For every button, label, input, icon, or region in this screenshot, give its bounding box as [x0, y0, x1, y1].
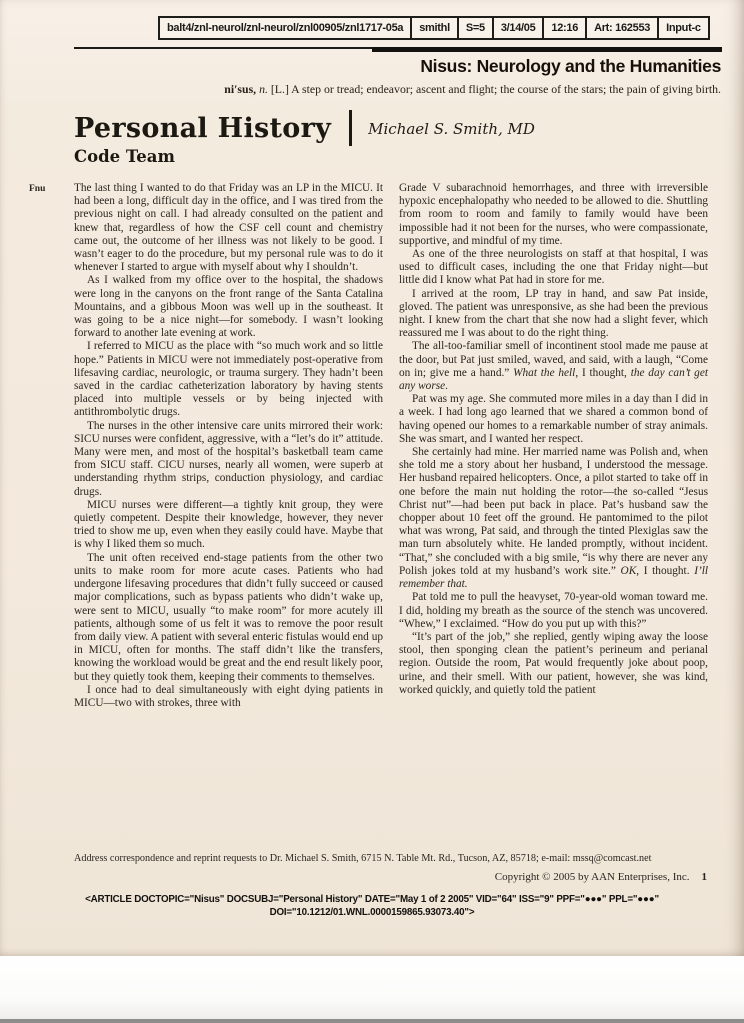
masthead-rule-thin [74, 47, 372, 49]
body-paragraph [399, 182, 708, 248]
italic-text: OK [620, 564, 637, 577]
copyright-text: Copyright © 2005 by AAN Enterprises, Inc. [494, 871, 690, 883]
body-paragraph [74, 340, 383, 419]
body-text: I arrived at the room, LP tray in hand, and saw Pat inside, gloved. The patient was unresponsive, as she had been the previous night. I knew from the chart that she now had a slight fever, which reassured me I was about to do the right thing. [399, 287, 708, 340]
body-text: I referred to MICU as the place with “so much work and so little hope.” Patients in MICU were not immediately post-operative from lifesaving cardiac, neurologic, or trauma surgery. They hadn’t been saved in the cardiac catheterization laboratory by having stents placed into multiple vessels or by being injected with antithrombolytic drugs. [74, 340, 383, 419]
definition-pos: n. [256, 82, 271, 96]
masthead-definition [224, 82, 721, 97]
author-byline: Michael S. Smith, MD [368, 120, 535, 138]
slug-cell: Input-c [657, 18, 708, 38]
definition-text: [L.] A step or tread; endeavor; ascent and flight; the course of the stars; the pain of giving birth. [270, 82, 721, 96]
body-text: As one of the three neurologists on staff at that hospital, I was used to difficult cases, including the one that Friday night—but little did I know what Pat had in store for me. [399, 248, 708, 287]
italic-text: What the hell [513, 366, 576, 379]
body-text: “It’s part of the job,” she replied, gently wiping away the loose stool, then sponging clean the patient’s perineum and perianal region. Outside the room, Pat would frequently joke about poop, urine, and their smell. With our patient, however, she was kind, worked quickly, and quietly told the patient [399, 630, 708, 696]
slug-cell: S=5 [457, 18, 492, 38]
italic-text: I’ll remember that. [399, 564, 708, 591]
body-text: The last thing I wanted to do that Friday was an LP in the MICU. It had been a long, difficult day in the office, and I was tired from the previous night on call. I had already consulted on the patient and knew that, regardless of how the CSF cell count and chemistry came out, the outcome of her illness was not likely to be good. I wasn’t eager to do the procedure, but my personal rule was to do it whenever I started to argue with myself about why I shouldn’t. [74, 182, 383, 274]
section-heading-row [74, 110, 535, 146]
body-text: Pat was my age. She commuted more miles in a day than I did in a week. I had long ago learned that we shared a common bond of having opened our homes to a remarkable number of stray animals. She was smart, and I wanted her respect. [399, 393, 708, 445]
article-tag [0, 893, 744, 919]
body-paragraph [74, 274, 383, 340]
page-number: 1 [701, 871, 707, 883]
article-tag-line1: <ARTICLE DOCTOPIC="Nisus" DOCSUBJ="Personal History" DATE="May 1 of 2 2005" VID="64" ISS="9" PPF="●●●" PPL="●●●" [85, 894, 659, 905]
italic-text: the day can’t get any worse [399, 366, 708, 393]
masthead-title: Nisus: Neurology and the Humanities [420, 56, 721, 76]
body-text: MICU nurses were different—a tightly knit group, they were quietly competent. Despite their knowledge, however, they never tried to show me up, even when they easily could have. Maybe that is why I liked them so much. [74, 498, 383, 551]
article-columns [74, 182, 708, 710]
body-paragraph [399, 631, 708, 697]
article-tag-line2: DOI="10.1212/01.WNL.0000159865.93073.40"> [269, 907, 475, 918]
body-text: The all-too-familiar smell of incontinent stool made me pause at the door, but Pat just smiled, waved, and said, with a laugh, “Come on in; give me a hand.” [399, 340, 708, 379]
masthead-rule [74, 47, 722, 52]
masthead-rule-thick [372, 47, 722, 52]
slug-cell: Art: 162553 [585, 18, 657, 38]
article-title: Code Team [74, 147, 175, 166]
body-text: I once had to deal simultaneously with eight dying patients in MICU—two with strokes, three with [74, 683, 383, 709]
body-text: The unit often received end-stage patients from the other two units to make room for more acute cases. Patients who had undergone lifesaving procedures that didn’t fully succeed or caused major complications, such as bypass patients who didn’t wake up, were sent to MICU, usually “to make room” for more acutely ill patients, although some of us felt it was to remove the poor result from daily view. A patient with several enteric fistulas would end up in MICU, often for months. The staff didn’t like the transfers, knowing the workload would be great and the end result likely poor, but they quietly took them, keeping their comments to themselves. [74, 551, 383, 683]
body-paragraph [399, 340, 708, 393]
body-text: The nurses in the other intensive care units mirrored their work: SICU nurses were confident, aggressive, with a “let’s do it” attitude. Many were men, and most of the hospital’s basketball team came from SICU staff. CICU nurses, nearly all women, were superb at understanding rhythm strips, conduction physiology, and cardiac drugs. [74, 419, 384, 498]
title-divider [349, 110, 352, 146]
column-left [74, 182, 383, 710]
body-paragraph [74, 552, 383, 684]
body-paragraph [399, 248, 708, 288]
body-text: Grade V subarachnoid hemorrhages, and three with irreversible hypoxic encephalopathy who needed to be allowed to die. Shuttling from room to room and family to family would have been impossible had it not been for the nurses, who were compassionate, supportive, and mindful of my time. [399, 182, 708, 247]
body-text: . [445, 380, 448, 393]
body-text: Pat told me to pull the heavyset, 70-year-old woman toward me. I did, holding my breath as the source of the stench was uncovered. “Whew,” I exclaimed. “How do you put up with this?” [399, 591, 708, 630]
body-text: She certainly had mine. Her married name was Polish and, when she told me a story about her husband, I understood the message. Her husband repaired helicopters. Once, a pilot started to take off in one before the main nut holding the rotor—the so-called “Jesus Christ nut”—had been put back in place. Pat’s husband saw the chopper about 10 feet off the ground. He pantomimed to the pilot what was wrong, Pat said, and through the tinted Plexiglas saw the man turn absolutely white. He landed promptly, without incident. “That,” she concluded with a big smile, “is why there are never any Polish jokes told at my husband’s work site.” [399, 446, 708, 577]
copyright-line [495, 871, 707, 883]
margin-note: Fnu [29, 184, 46, 194]
body-paragraph [399, 446, 708, 591]
body-paragraph [74, 182, 383, 274]
slug-bar [158, 16, 710, 40]
scanner-bed-strip [0, 956, 744, 1023]
slug-cell: smithl [410, 18, 457, 38]
body-text: As I walked from my office over to the hospital, the shadows were long in the canyons on the front range of the Santa Catalina Mountains, and a gibbous Moon was well up in the southeast. It was going to be a nice night—for somebody. I wasn’t looking forward to another late evening at work. [74, 274, 383, 340]
body-text: , I thought. [636, 564, 695, 577]
slug-cell: balt4/znl-neurol/znl-neurol/znl00905/znl1717-05a [167, 22, 404, 34]
definition-term: ni′sus, [224, 82, 257, 96]
body-paragraph [399, 393, 708, 446]
correspondence-note: Address correspondence and reprint requests to Dr. Michael S. Smith, 6715 N. Table Mt. Rd., Tucson, AZ, 85718; e-mail: mssq@comcast.net [74, 853, 652, 864]
body-paragraph [74, 684, 383, 710]
section-title: Personal History [74, 112, 332, 144]
body-paragraph [399, 591, 708, 631]
column-right [399, 182, 708, 710]
body-text: , I thought, [575, 366, 631, 379]
body-paragraph [74, 420, 383, 499]
body-paragraph [74, 499, 383, 552]
slug-cell: 12:16 [542, 18, 585, 38]
slug-cell: 3/14/05 [492, 18, 543, 38]
body-paragraph [399, 288, 708, 341]
